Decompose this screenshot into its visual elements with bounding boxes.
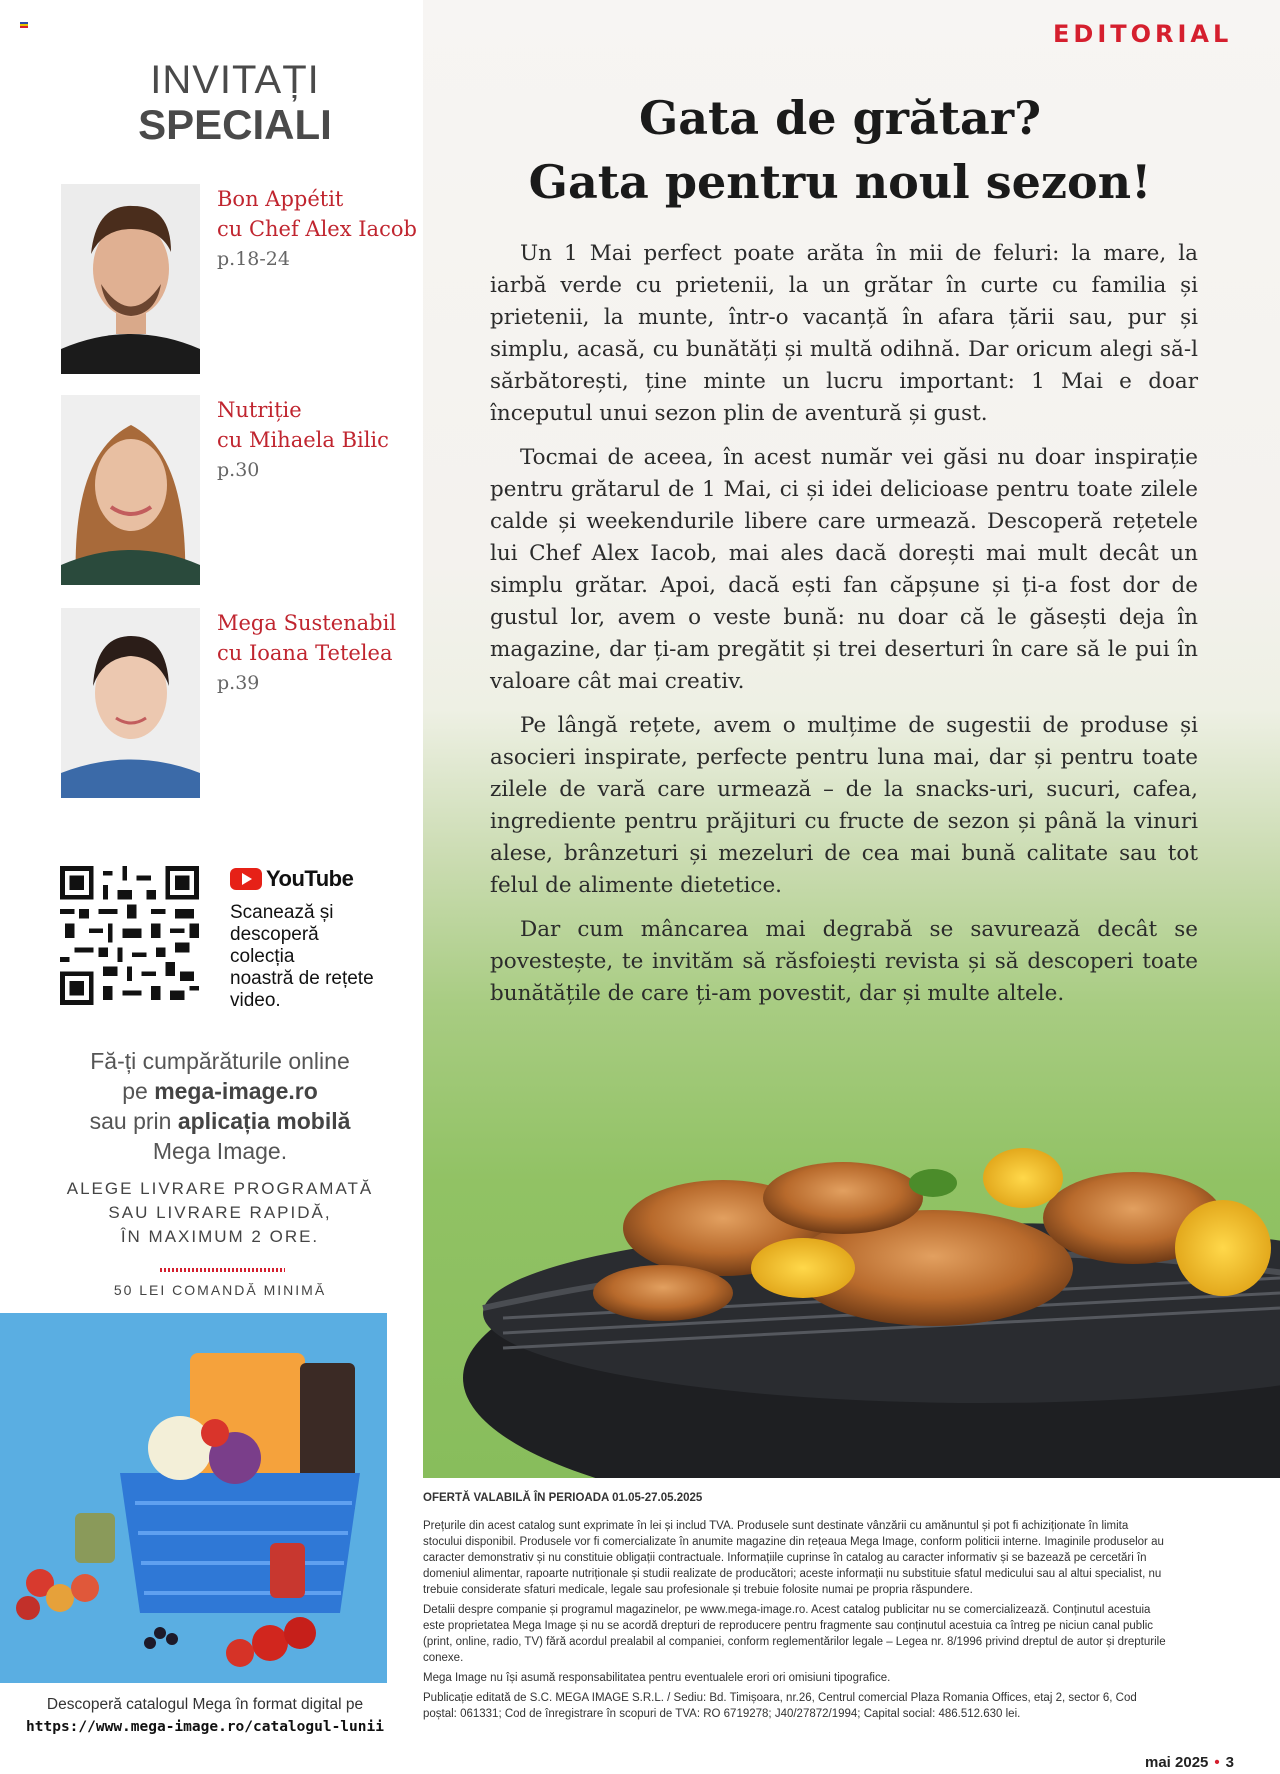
guests-title-line-2: SPECIALI bbox=[138, 101, 332, 148]
guest-card-alex-iacob[interactable] bbox=[61, 184, 421, 376]
digital-catalog-note bbox=[0, 1694, 410, 1738]
guest-portrait bbox=[61, 395, 200, 585]
shop-line: Fă-ți cumpărăturile online bbox=[90, 1048, 350, 1074]
grill-photo bbox=[423, 1078, 1280, 1478]
guests-title-line-1: INVITAȚI bbox=[150, 58, 320, 102]
page-number: 3 bbox=[1225, 1754, 1234, 1771]
shop-website-link[interactable]: mega-image.ro bbox=[154, 1078, 318, 1104]
youtube-play-icon bbox=[230, 868, 262, 890]
shop-line-prefix: pe bbox=[122, 1078, 155, 1104]
page-footer bbox=[1145, 1754, 1234, 1771]
guest-card-ioana-tetelea[interactable] bbox=[61, 608, 421, 800]
shop-line bbox=[20, 1106, 420, 1136]
grocery-basket-photo bbox=[0, 1313, 387, 1683]
catalog-link[interactable]: https://www.mega-image.ro/catalogul-lunii bbox=[26, 1719, 384, 1735]
guest-info bbox=[217, 608, 437, 698]
youtube-caption bbox=[230, 902, 410, 1012]
delivery-line: ÎN MAXIMUM 2 ORE. bbox=[120, 1227, 320, 1246]
article-paragraph: Pe lângă rețete, avem o mulțime de sugestii de produse și asocieri inspirate, perfecte pentru luna mai, dar și pentru toate zilele de vară care urmează – de la snacks-uri, sucuri, cafea, ingrediente pentru prăjituri cu fructe de sezon și până la vinuri alese, brânzeturi și mezeluri de cea mai bună calitate sau tot felul de alimente dietetice. bbox=[490, 713, 1198, 898]
divider bbox=[160, 1268, 285, 1272]
youtube-promo[interactable] bbox=[230, 866, 410, 1012]
guest-topic: Mega Sustenabil bbox=[217, 611, 397, 635]
shop-line bbox=[20, 1076, 420, 1106]
guest-page-ref: p.18-24 bbox=[217, 248, 290, 270]
legal-paragraph: Prețurile din acest catalog sunt exprimate în lei și includ TVA. Produsele sunt destinate vânzării cu amănuntul și pot fi achiziționate în limita stocului disponibil. Produsele vor fi comercializate în anumite magazine din rețeaua Mega Image, conform politicii interne. Imaginile produselor au caracter demonstrativ și nu constituie obligații contractuale. Informațiile cuprinse în catalog au caracter informativ și se bazează pe cercetări în domeniul alimentar, rapoarte nutriționale și studii realizate de producători; aceste informații nu substituie sfatul medicului sau al altui specialist, nu trebuie considerate sfaturi medicale, legale sau profesionale și trebuie folosite numai pe propria răspundere. bbox=[423, 1520, 1164, 1596]
article-paragraph: Un 1 Mai perfect poate arăta în mii de feluri: la mare, la iarbă verde cu prietenii, la un grătar în curte cu familia și prietenii, la munte, într-o vacanță în afara țării sau, pur și simplu, acasă, cu bunătăți și multă odihnă. Dar oricum alegi să-l sărbătorești, ține minte un lucru important: 1 Mai e doar începutul unui sezon plin de aventură și gust. bbox=[490, 241, 1198, 426]
youtube-wordmark: YouTube bbox=[266, 866, 354, 891]
footer-separator: • bbox=[1214, 1754, 1220, 1771]
guest-name: cu Ioana Tetelea bbox=[217, 641, 393, 665]
legal-paragraph: Mega Image nu își asumă responsabilitatea pentru eventualele erori ori omisiuni tipografice. bbox=[423, 1672, 891, 1684]
youtube-caption-line: noastră de rețete bbox=[230, 968, 374, 989]
guest-name: cu Chef Alex Iacob bbox=[217, 217, 417, 241]
youtube-caption-line: video. bbox=[230, 990, 281, 1011]
section-tag: EDITORIAL bbox=[1053, 20, 1233, 48]
delivery-line: SAU LIVRARE RAPIDĂ, bbox=[108, 1203, 332, 1222]
youtube-caption-line: Scanează și bbox=[230, 902, 334, 923]
catalog-text: Descoperă catalogul Mega în format digital pe bbox=[46, 1696, 364, 1713]
guest-info bbox=[217, 395, 437, 485]
issue-month: mai 2025 bbox=[1145, 1754, 1209, 1771]
guest-info bbox=[217, 184, 437, 274]
shop-online-promo bbox=[20, 1046, 420, 1166]
guest-topic: Nutriție bbox=[217, 398, 302, 422]
delivery-info bbox=[20, 1177, 420, 1249]
legal-paragraph: Detalii despre companie și programul magazinelor, pe www.mega-image.ro. Acest catalog publicitar nu se comercializează. Conținutul acestuia este proprietatea Mega Image și nu se acordă drepturi de reproducere pentru fragmente sau conținutul acestuia ca întreg pe niciun canal public (print, online, radio, TV) fără acordul prealabil al companiei, conform reglementărilor legale – Legea nr. 8/1996 privind dreptul de autor și drepturile conexe. bbox=[423, 1604, 1166, 1664]
legal-notice bbox=[423, 1490, 1168, 1726]
page-title bbox=[470, 86, 1210, 214]
minimum-order: 50 LEI COMANDĂ MINIMĂ bbox=[113, 1282, 327, 1298]
guest-page-ref: p.39 bbox=[217, 672, 260, 694]
guest-portrait bbox=[61, 608, 200, 798]
guest-portrait bbox=[61, 184, 200, 374]
article-paragraph: Dar cum mâncarea mai degrabă se savurează decât se povestește, te invităm să răsfoiești revista și să descoperi toate bunătățile de care ți-am povestit, dar și multe altele. bbox=[490, 917, 1198, 1006]
editorial-article bbox=[490, 238, 1198, 1022]
guest-name: cu Mihaela Bilic bbox=[217, 428, 389, 452]
shop-line-prefix: sau prin bbox=[89, 1108, 178, 1134]
shop-line: Mega Image. bbox=[152, 1138, 288, 1164]
guest-card-mihaela-bilic[interactable] bbox=[61, 395, 421, 587]
offer-validity: OFERTĂ VALABILĂ ÎN PERIOADA 01.05-27.05.2025 bbox=[423, 1492, 703, 1504]
shop-app-link[interactable]: aplicația mobilă bbox=[177, 1108, 351, 1134]
youtube-logo bbox=[230, 866, 410, 892]
legal-paragraph: Publicație editată de S.C. MEGA IMAGE S.R.L. / Sediu: Bd. Timișoara, nr.26, Centrul comercial Plaza Romania Offices, etaj 2, sector 6, Cod poștal: 061331; Cod de înregistrare în scopuri de TVA: RO 6719278; J40/27872/1994; Capital social: 486.512.630 lei. bbox=[423, 1692, 1137, 1720]
guest-topic: Bon Appétit bbox=[217, 187, 344, 211]
corner-flag-icon bbox=[20, 22, 28, 28]
guests-heading bbox=[100, 58, 370, 148]
qr-code-icon[interactable] bbox=[60, 866, 199, 1005]
article-paragraph: Tocmai de aceea, în acest număr vei găsi nu doar inspirație pentru grătarul de 1 Mai, ci și idei delicioase pentru toate zilele calde și weekendurile libere care urmează. Descoperă rețetele lui Chef Alex Iacob, mai ales dacă dorești mai mult decât un simplu grătar. Apoi, dacă ești fan căpșune și ți-a fost dor de gustul lor, avem o veste bună: nu doar că le găsești deja în magazine, dar ți-am pregătit și trei deserturi în care să le pui în valoare cât mai creativ. bbox=[490, 445, 1198, 694]
delivery-line: ALEGE LIVRARE PROGRAMATĂ bbox=[66, 1179, 374, 1198]
headline-line-1: Gata de grătar? bbox=[638, 91, 1042, 145]
guest-page-ref: p.30 bbox=[217, 459, 260, 481]
youtube-caption-line: colecția bbox=[230, 946, 295, 967]
headline-line-2: Gata pentru noul sezon! bbox=[528, 155, 1152, 209]
youtube-caption-line: descoperă bbox=[230, 924, 319, 945]
